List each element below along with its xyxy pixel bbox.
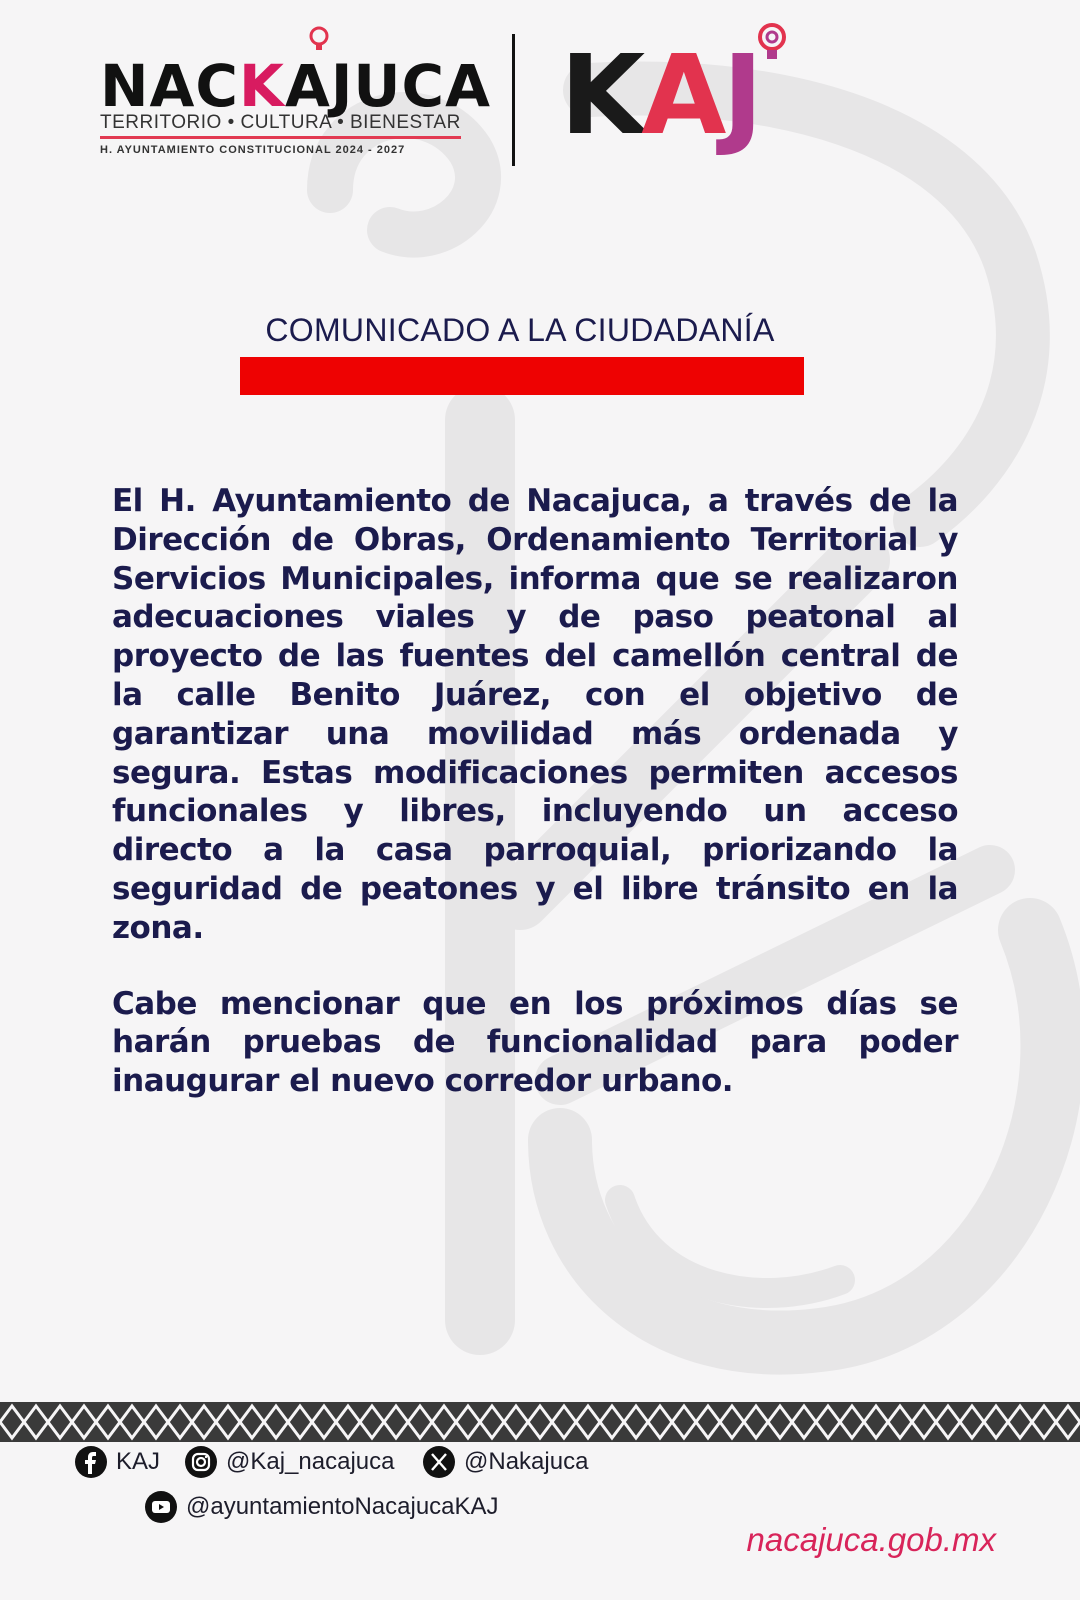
- kaj-bulb-icon: [754, 22, 790, 64]
- instagram-handle: @Kaj_nacajuca: [226, 1448, 395, 1475]
- decorative-zigzag-band: [0, 1402, 1080, 1442]
- youtube-icon: [144, 1490, 178, 1524]
- footer: [0, 1442, 1080, 1600]
- social-x[interactable]: [422, 1445, 588, 1479]
- wordmark-part2: AJUCA: [284, 52, 491, 120]
- nacajuca-wordmark: [100, 52, 491, 120]
- youtube-handle: @ayuntamientoNacajucaKAJ: [186, 1493, 499, 1520]
- title-block: [236, 312, 804, 349]
- header-divider: [512, 34, 515, 166]
- nacajuca-tagline: TERRITORIO • CULTURA • BIENESTAR: [100, 112, 461, 139]
- kaj-letter-k: K: [560, 31, 642, 159]
- kaj-logo: [560, 22, 810, 162]
- kaj-wordmark: [560, 31, 760, 159]
- social-instagram[interactable]: [184, 1445, 394, 1479]
- kaj-letter-j: J: [722, 31, 760, 159]
- x-handle: @Nakajuca: [464, 1448, 589, 1475]
- nacajuca-subtitle: H. AYUNTAMIENTO CONSTITUCIONAL 2024 - 2027: [100, 144, 406, 156]
- page-title: COMUNICADO A LA CIUDADANÍA: [265, 312, 775, 348]
- nacajuca-logo: [100, 30, 491, 165]
- facebook-handle: KAJ: [116, 1448, 161, 1475]
- wordmark-accent: K: [239, 52, 285, 120]
- x-icon: [422, 1445, 456, 1479]
- body-paragraph-2: Cabe mencionar que en los próximos días se harán pruebas de funcionalidad para poder inaugurar el nuevo corredor urbano.: [112, 985, 958, 1100]
- title-underline-bar: [240, 357, 804, 395]
- bulb-icon: [307, 26, 331, 54]
- announcement-body: [112, 482, 958, 1101]
- facebook-icon: [74, 1445, 108, 1479]
- social-youtube[interactable]: [144, 1490, 499, 1524]
- kaj-letter-a: A: [641, 31, 723, 159]
- body-paragraph-1: El H. Ayuntamiento de Nacajuca, a través de la Dirección de Obras, Ordenamiento Territorial y Servicios Municipales, informa que se realizaron adecuaciones viales y de paso peatonal al proyecto de las fuentes del camellón central de la calle Benito Juárez, con el objetivo de garantizar una movilidad más ordenada y segura. Estas modificaciones permiten accesos funcionales y libres, incluyendo un acceso directo a la casa parroquial, priorizando la seguridad de peatones y el libre tránsito en la zona.: [112, 483, 958, 946]
- website-link[interactable]: nacajuca.gob.mx: [746, 1521, 996, 1558]
- social-facebook[interactable]: [74, 1445, 160, 1479]
- instagram-icon: [184, 1445, 218, 1479]
- wordmark-part1: NAC: [100, 52, 239, 120]
